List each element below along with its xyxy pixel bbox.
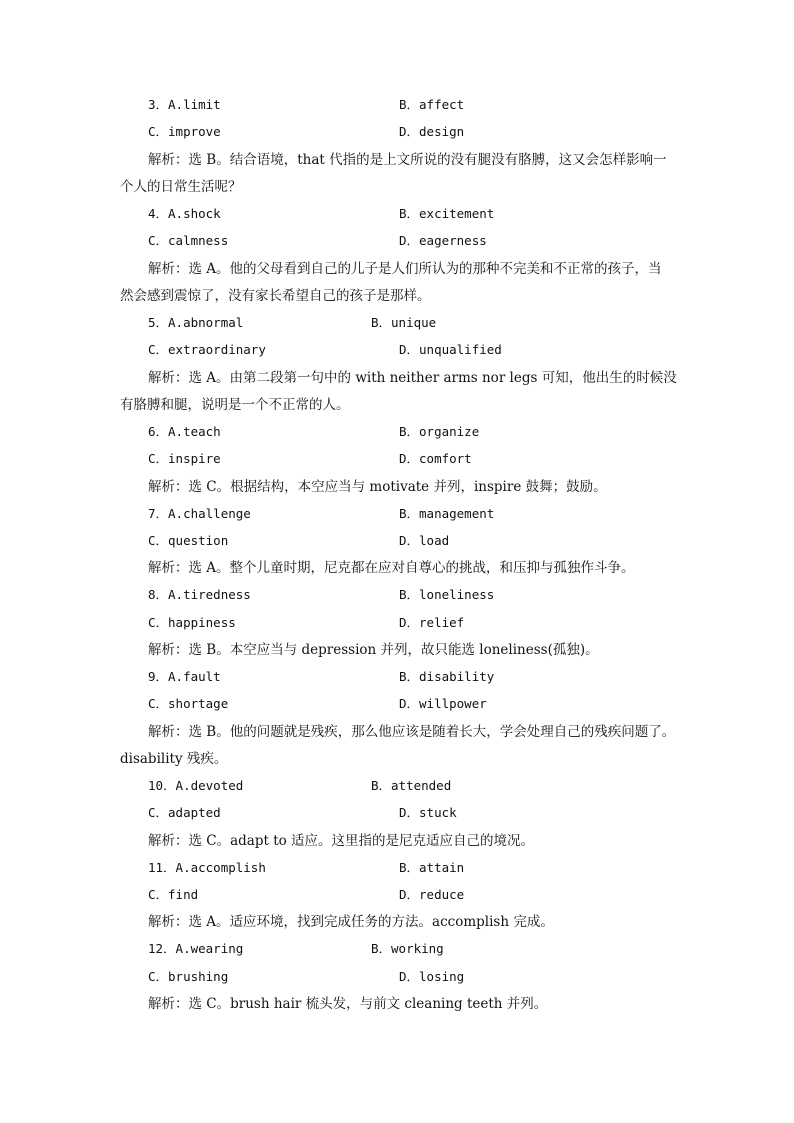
q4-option-c: C．calmness	[148, 233, 229, 248]
q3-option-d: D．design	[399, 124, 465, 139]
q11-option-d: D．reduce	[399, 887, 465, 902]
q12-explanation-line1: 解析：选 C。brush hair 梳头发，与前文 cleaning teeth 并列。	[148, 996, 548, 1012]
q9-option-a: 9．A.fault	[148, 669, 221, 684]
q9-option-b: B．disability	[399, 669, 495, 684]
q10-option-c: C．adapted	[148, 805, 221, 820]
q3-option-b: B．affect	[399, 97, 465, 112]
q5-option-d: D．unqualified	[399, 342, 502, 357]
q6-option-a: 6．A.teach	[148, 424, 221, 439]
q5-option-b: B．unique	[371, 315, 437, 330]
q8-option-c: C．happiness	[148, 615, 236, 630]
q7-option-d: D．load	[399, 533, 450, 548]
q7-option-c: C．question	[148, 533, 229, 548]
q3-option-c: C．improve	[148, 124, 221, 139]
q8-option-b: B．loneliness	[399, 587, 495, 602]
q12-option-d: D．losing	[399, 969, 465, 984]
q7-explanation-line1: 解析：选 A。整个儿童时期，尼克都在应对自尊心的挑战，和压抑与孤独作斗争。	[148, 560, 635, 576]
q4-option-b: B．excitement	[399, 206, 495, 221]
q6-option-b: B．organize	[399, 424, 480, 439]
q4-explanation-line2: 然会感到震惊了，没有家长希望自己的孩子是那样。	[120, 288, 431, 304]
q3-option-a: 3．A.limit	[148, 97, 221, 112]
q9-option-c: C．shortage	[148, 696, 229, 711]
q5-option-a: 5．A.abnormal	[148, 315, 244, 330]
q9-explanation-line1: 解析：选 B。他的问题就是残疾，那么他应该是随着长大，学会处理自己的残疾问题了。	[148, 724, 676, 740]
q6-option-c: C．inspire	[148, 451, 221, 466]
q6-option-d: D．comfort	[399, 451, 472, 466]
q12-option-c: C．brushing	[148, 969, 229, 984]
q3-explanation-line2: 个人的日常生活呢？	[120, 179, 242, 195]
q9-explanation-line2: disability 残疾。	[120, 751, 228, 767]
q12-option-b: B．working	[371, 941, 444, 956]
q8-option-d: D．relief	[399, 615, 465, 630]
q5-explanation-line2: 有胳膊和腿，说明是一个不正常的人。	[120, 397, 350, 413]
q7-option-b: B．management	[399, 506, 495, 521]
q4-option-a: 4．A.shock	[148, 206, 221, 221]
q11-option-a: 11．A.accomplish	[148, 860, 266, 875]
q8-option-a: 8．A.tiredness	[148, 587, 251, 602]
q8-explanation-line1: 解析：选 B。本空应当与 depression 并列，故只能选 loneliness(孤独)。	[148, 642, 599, 658]
q7-option-a: 7．A.challenge	[148, 506, 251, 521]
q4-option-d: D．eagerness	[399, 233, 487, 248]
q3-explanation-line1: 解析：选 B。结合语境，that 代指的是上文所说的没有腿没有胳膊，这又会怎样影响一	[148, 152, 667, 168]
q12-option-a: 12．A.wearing	[148, 941, 244, 956]
q9-option-d: D．willpower	[399, 696, 487, 711]
q10-option-a: 10．A.devoted	[148, 778, 244, 793]
q11-option-b: B．attain	[399, 860, 465, 875]
q11-option-c: C．find	[148, 887, 199, 902]
q5-explanation-line1: 解析：选 A。由第二段第一句中的 with neither arms nor legs 可知，他出生的时候没	[148, 370, 677, 386]
q5-option-c: C．extraordinary	[148, 342, 266, 357]
q6-explanation-line1: 解析：选 C。根据结构，本空应当与 motivate 并列，inspire 鼓舞；鼓励。	[148, 479, 607, 495]
q4-explanation-line1: 解析：选 A。他的父母看到自己的儿子是人们所认为的那种不完美和不正常的孩子，当	[148, 261, 662, 277]
q10-explanation-line1: 解析：选 C。adapt to 适应。这里指的是尼克适应自己的境况。	[148, 833, 535, 849]
q10-option-b: B．attended	[371, 778, 452, 793]
q10-option-d: D．stuck	[399, 805, 457, 820]
q11-explanation-line1: 解析：选 A。适应环境，找到完成任务的方法。accomplish 完成。	[148, 914, 554, 930]
